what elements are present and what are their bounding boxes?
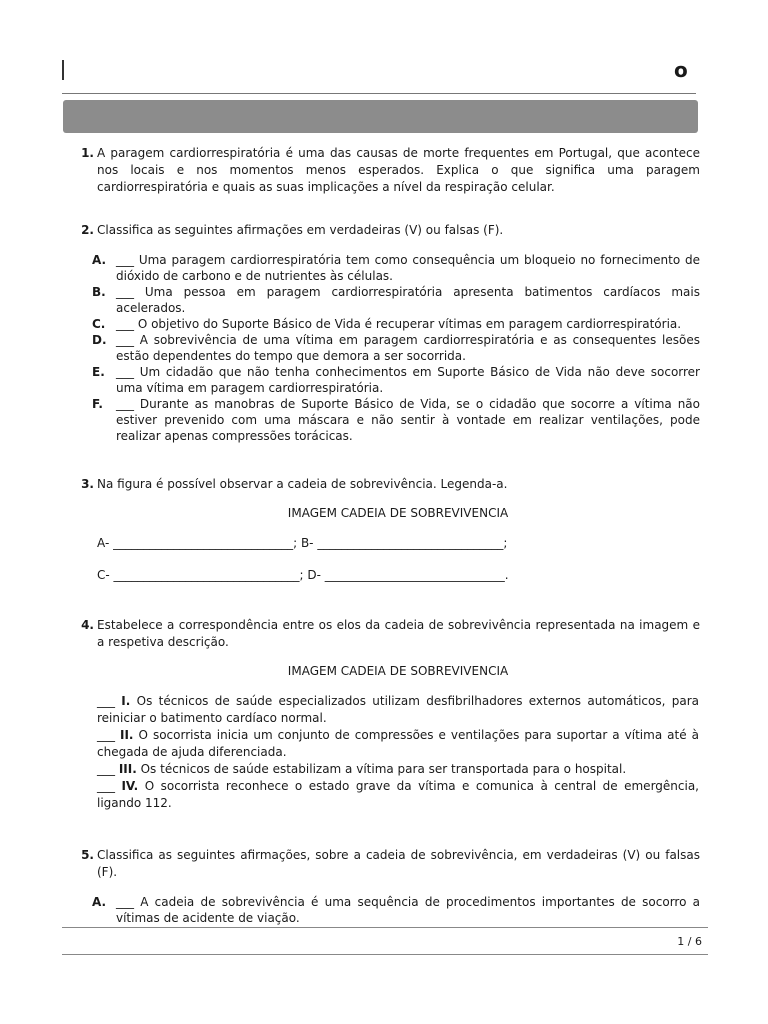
question-text: Classifica as seguintes afirmações em verdadeiras (V) ou falsas (F).	[97, 223, 504, 237]
question-1	[64, 145, 700, 196]
item-letter: A.	[92, 895, 107, 909]
question-number: 3.	[81, 477, 94, 491]
item-text: ___ Um cidadão que não tenha conhecimentos em Suporte Básico de Vida não deve socorrer uma vítima em paragem cardiorrespiratória.	[116, 365, 700, 395]
question-text: A paragem cardiorrespiratória é uma das causas de morte frequentes em Portugal, que acontece nos locais e nos momentos menos esperados. Explica o que significa uma paragem cardiorrespiratória e quais as suas implicações a nível da respiração celular.	[97, 146, 700, 194]
roman-numeral: III.	[118, 762, 137, 776]
question-number: 2.	[81, 223, 94, 237]
image-placeholder-label: IMAGEM CADEIA DE SOBREVIVENCIA	[287, 664, 509, 678]
item-text: ___ A cadeia de sobrevivência é uma sequência de procedimentos importantes de socorro a vítimas de acidente de viação.	[116, 895, 700, 925]
legend-fill-line: C- _______________________________; D- ______________________________.	[97, 568, 509, 582]
answer-blank: ___	[97, 779, 115, 793]
statement-item	[64, 364, 700, 396]
matching-list	[97, 693, 699, 812]
question-5	[64, 847, 700, 881]
item-letter: A.	[92, 253, 107, 267]
matching-row	[97, 727, 699, 761]
header-left-rule	[62, 60, 64, 80]
question-number: 5.	[81, 848, 94, 862]
matching-row	[97, 761, 699, 778]
legend-fill-line: A- ______________________________; B- _______________________________;	[97, 536, 508, 550]
matching-row	[97, 778, 699, 812]
roman-numeral: I.	[121, 694, 131, 708]
statement-item	[64, 284, 700, 316]
statement-item	[64, 316, 700, 332]
item-text: ___ Uma paragem cardiorrespiratória tem como consequência um bloqueio no fornecimento de dióxido de carbono e de nutrientes às células.	[116, 253, 700, 283]
item-letter: B.	[92, 285, 106, 299]
page-number: 1 / 6	[677, 935, 702, 948]
statement-item	[64, 332, 700, 364]
item-text: ___ Durante as manobras de Suporte Básico de Vida, se o cidadão que socorre a vítima não estiver prevenido com uma máscara e não sentir à vontade em realizar ventilações, pode realizar apenas compressões torácicas.	[116, 397, 700, 443]
statement-item	[64, 894, 700, 926]
question-number: 1.	[81, 146, 94, 160]
answer-blank: ___	[97, 762, 115, 776]
question-5-items	[64, 894, 700, 926]
question-3	[64, 476, 700, 493]
matching-text: O socorrista reconhece o estado grave da vítima e comunica à central de emergência, ligando 112.	[97, 779, 699, 810]
answer-blank: ___	[97, 694, 115, 708]
question-2	[64, 222, 700, 239]
question-2-items	[64, 252, 700, 444]
matching-text: O socorrista inicia um conjunto de compressões e ventilações para suportar a vítima até à chegada de ajuda diferenciada.	[97, 728, 699, 759]
item-text: ___ O objetivo do Suporte Básico de Vida é recuperar vítimas em paragem cardiorrespiratória.	[116, 317, 682, 331]
item-letter: D.	[92, 333, 107, 347]
answer-blank: ___	[97, 728, 115, 742]
header-divider	[62, 93, 696, 94]
item-letter: F.	[92, 397, 103, 411]
question-text: Estabelece a correspondência entre os elos da cadeia de sobrevivência representada na imagem e a respetiva descrição.	[97, 618, 700, 649]
header-logo-mark: o	[674, 58, 688, 82]
question-text: Classifica as seguintes afirmações, sobre a cadeia de sobrevivência, em verdadeiras (V) ou falsas (F).	[97, 848, 700, 879]
question-number: 4.	[81, 618, 94, 632]
matching-text: Os técnicos de saúde estabilizam a vítima para ser transportada para o hospital.	[140, 762, 627, 776]
question-4	[64, 617, 700, 651]
title-band	[63, 100, 698, 133]
roman-numeral: II.	[120, 728, 134, 742]
footer-divider-bottom	[62, 954, 708, 955]
statement-item	[64, 396, 700, 444]
item-letter: C.	[92, 317, 106, 331]
image-placeholder-label: IMAGEM CADEIA DE SOBREVIVENCIA	[287, 506, 509, 520]
question-text: Na figura é possível observar a cadeia de sobrevivência. Legenda-a.	[97, 477, 508, 491]
item-text: ___ Uma pessoa em paragem cardiorrespiratória apresenta batimentos cardíacos mais acelerados.	[116, 285, 700, 315]
matching-row	[97, 693, 699, 727]
item-letter: E.	[92, 365, 105, 379]
item-text: ___ A sobrevivência de uma vítima em paragem cardiorrespiratória e as consequentes lesões estão dependentes do tempo que demora a ser socorrida.	[116, 333, 700, 363]
footer-divider-top	[62, 927, 708, 928]
matching-text: Os técnicos de saúde especializados utilizam desfibrilhadores externos automáticos, para reiniciar o batimento cardíaco normal.	[97, 694, 699, 725]
roman-numeral: IV.	[121, 779, 139, 793]
statement-item	[64, 252, 700, 284]
